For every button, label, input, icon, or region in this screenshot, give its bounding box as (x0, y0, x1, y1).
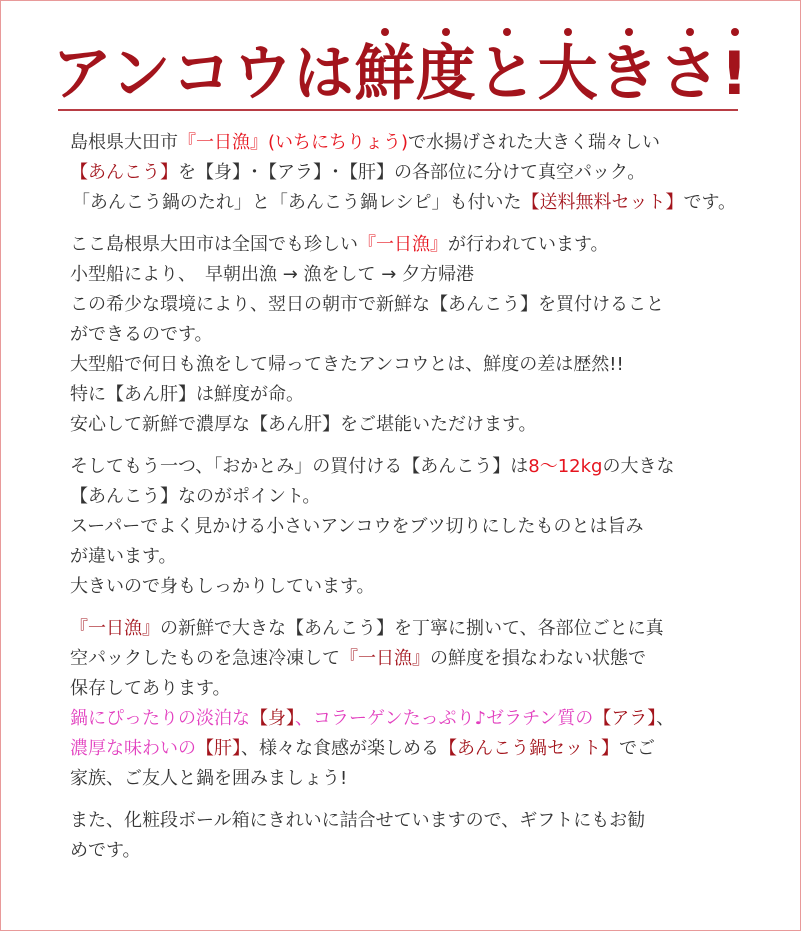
description-body (70, 128, 750, 878)
paragraph-size (70, 452, 750, 602)
highlight-ichinichiryo: 『一日漁』 (70, 618, 160, 639)
emphasis-dot (731, 28, 739, 36)
title-dotted-char: 鮮 (355, 36, 416, 112)
text-line: めです。 (70, 840, 141, 861)
title-dotted-char: さ (660, 36, 721, 112)
paragraph-set-contents (70, 614, 750, 794)
highlight-mi: 【身】 (250, 708, 295, 729)
highlight-ara: 【アラ】 (593, 708, 657, 729)
text-line: また、化粧段ボール箱にきれいに詰合せていますので、ギフトにもお勧 (70, 810, 646, 831)
title-dotted-char: き (599, 36, 660, 112)
paragraph-freshness (70, 230, 750, 440)
text-line: 濃厚な味わいの【肝】、様々な食感が楽しめる【あんこう鍋セット】でご (70, 738, 655, 759)
text-line: 【あんこう】なのがポイント。 (70, 486, 321, 507)
paragraph-gift (70, 806, 750, 866)
text-line: が違います。 (70, 546, 177, 567)
text-line: 大型船で何日も漁をして帰ってきたアンコウとは、鮮度の差は歴然!! (70, 354, 624, 375)
text-line: 小型船により、 早朝出漁 → 漁をして → 夕方帰港 (70, 264, 475, 285)
text-line: 安心して新鮮で濃厚な【あん肝】をご堪能いただけます。 (70, 414, 537, 435)
text-line: 『一日漁』の新鮮で大きな【あんこう】を丁寧に捌いて、各部位ごとに真 (70, 618, 664, 639)
highlight-ankou: 【あんこう】 (70, 162, 178, 183)
highlight-weight: 8〜12kg (528, 456, 603, 477)
highlight-nabe-set: 【あんこう鍋セット】 (439, 738, 619, 759)
title-exclaim: ! (721, 36, 749, 112)
text-line: スーパーでよく見かける小さいアンコウをブツ切りにしたものとは旨み (70, 516, 644, 537)
text-line: 家族、ご友人と鍋を囲みましょう! (70, 768, 348, 789)
text-line: 大きいので身もしっかりしています。 (70, 576, 375, 597)
text-line: 特に【あん肝】は鮮度が命。 (70, 384, 304, 405)
title-part1: アンコウは (52, 39, 355, 109)
highlight-ichinichiryo: 『一日漁』(いちにちりょう) (178, 132, 409, 153)
title-divider (58, 109, 738, 111)
highlight-ichinichiryo: 『一日漁』 (340, 648, 430, 669)
text-line: ここ島根県大田市は全国でも珍しい『一日漁』が行われています。 (70, 234, 609, 255)
title-dotted-char: と (477, 36, 538, 112)
highlight-free-shipping: 【送料無料セット】 (521, 192, 684, 213)
highlight-ichinichiryo: 『一日漁』 (358, 234, 448, 255)
text-line: 【あんこう】を【身】･【アラ】･【肝】の各部位に分けて真空パック。 (70, 162, 646, 183)
title-dotted-char: 度 (416, 36, 477, 112)
highlight-kimo: 【肝】 (196, 738, 241, 759)
page-title (0, 36, 801, 112)
title-dotted-char: 大 (538, 36, 599, 112)
text-line: ができるのです。 (70, 324, 213, 345)
text-line: そしてもう一つ、「おかとみ」の買付ける【あんこう】は8〜12kgの大きな (70, 456, 675, 477)
text-line: 島根県大田市『一日漁』(いちにちりょう)で水揚げされた大きく瑞々しい (70, 132, 661, 153)
text-line: 保存してあります。 (70, 678, 231, 699)
text-line: 空パックしたものを急速冷凍して『一日漁』の鮮度を損なわない状態で (70, 648, 646, 669)
text-line: 鍋にぴったりの淡泊な【身】、コラーゲンたっぷり♪ゼラチン質の【アラ】、 (70, 708, 675, 729)
text-line: この希少な環境により、翌日の朝市で新鮮な【あんこう】を買付けること (70, 294, 664, 315)
paragraph-intro (70, 128, 750, 218)
text-line: 「あんこう鍋のたれ」と「あんこう鍋レシピ」も付いた【送料無料セット】です。 (71, 192, 737, 213)
